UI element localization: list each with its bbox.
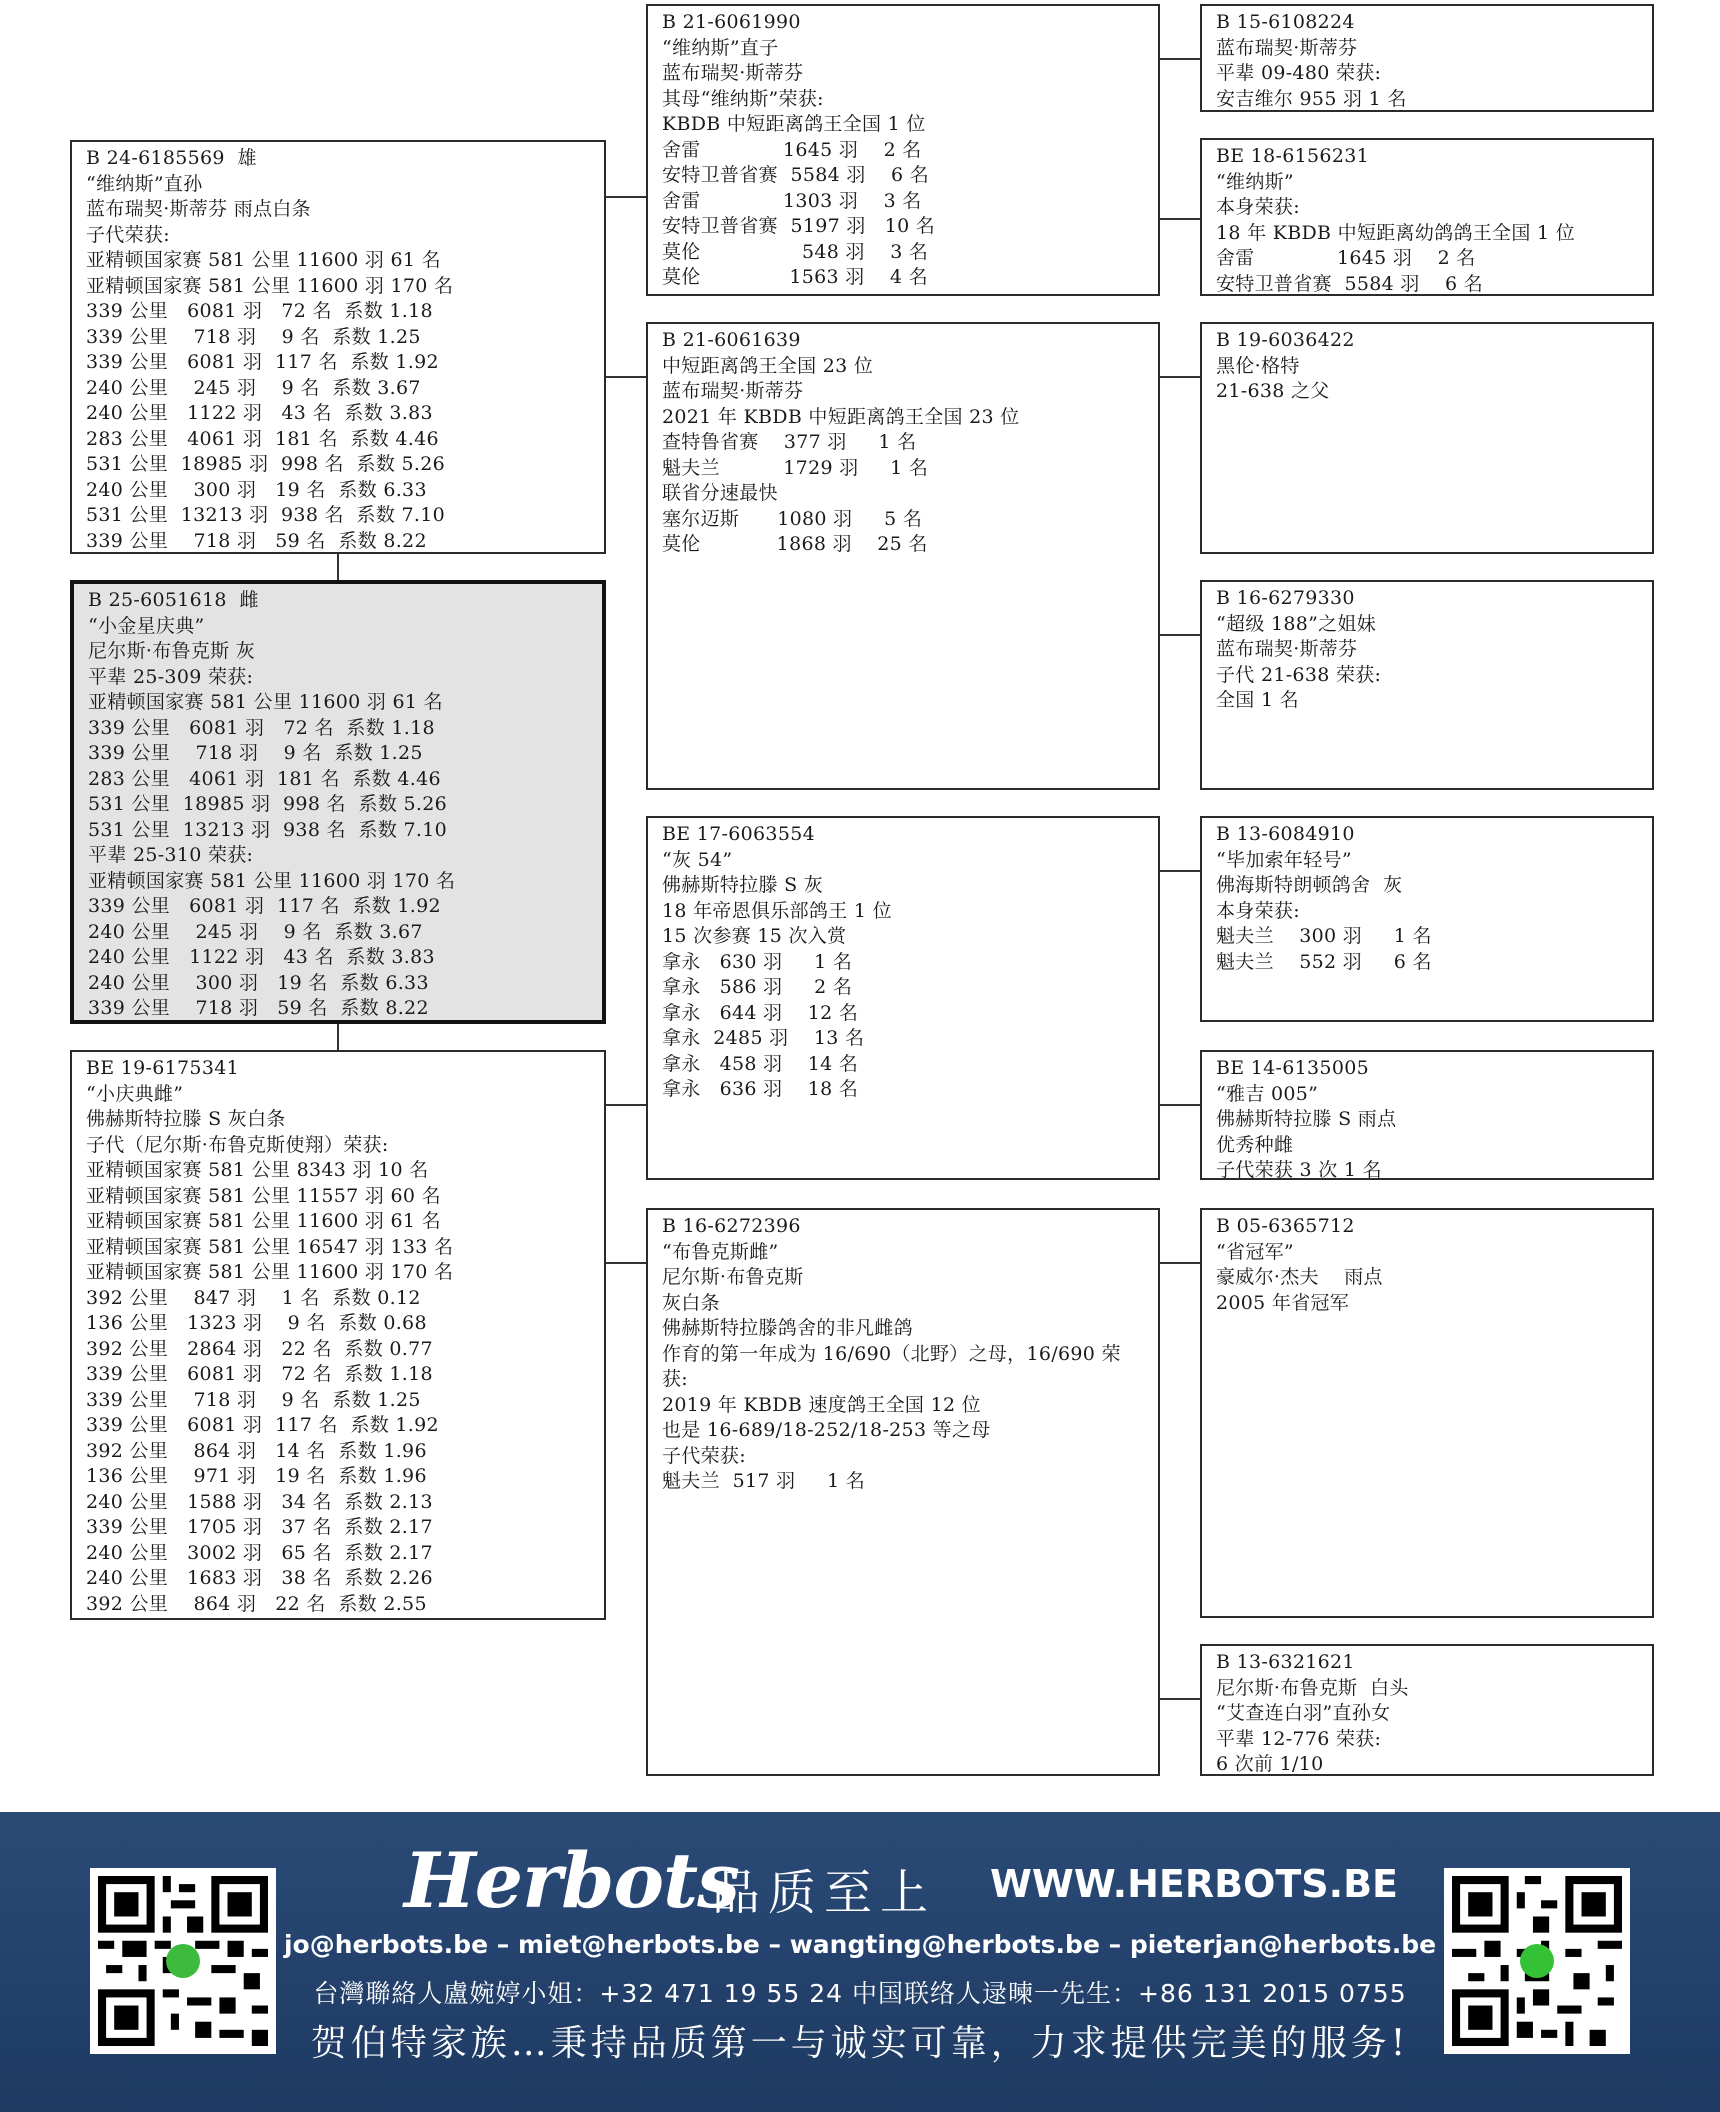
contact-phones: 台灣聯絡人盧婉婷小姐：+32 471 19 55 24 中国联络人逯暕一先生：+86 131 2015 0755	[313, 1979, 1407, 2008]
connector	[606, 1104, 646, 1106]
card-line: KBDB 中短距离鸽王全国 1 位	[662, 113, 926, 135]
card-line: 佛海斯特朗顿鸽舍 灰	[1216, 874, 1403, 896]
card-line: “灰 54”	[662, 848, 733, 871]
card-line: 子代荣获 3 次 1 名	[1216, 1159, 1382, 1180]
card-line: 亚精顿国家赛 581 公里 11600 羽 61 名	[86, 1210, 441, 1232]
card-line: 339 公里 718 羽 59 名 系数 8.22	[86, 529, 427, 552]
wechat-logo-icon	[1520, 1944, 1554, 1978]
card-line: 136 公里 971 羽 19 名 系数 1.96	[86, 1465, 427, 1487]
card-line: 240 公里 245 羽 9 名 系数 3.67	[86, 376, 421, 399]
card-line: 佛赫斯特拉滕 S 雨点	[1216, 1108, 1397, 1130]
card-line: 240 公里 1122 羽 43 名 系数 3.83	[88, 946, 435, 968]
card-line: 豪威尔·杰夫 雨点	[1216, 1266, 1383, 1288]
card-line: 亚精顿国家赛 581 公里 16547 羽 133 名	[86, 1235, 454, 1258]
card-line: 魁夫兰 300 羽 1 名	[1216, 925, 1432, 947]
card-line: 联省分速最快	[662, 482, 778, 504]
card-line: 蓝布瑞契·斯蒂芬	[1216, 638, 1358, 660]
card-line: 18 年帝恩俱乐部鸽王 1 位	[662, 899, 892, 922]
card-line: “小庆典雌”	[86, 1082, 184, 1105]
card-line: 240 公里 300 羽 19 名 系数 6.33	[86, 478, 427, 501]
ring-number: B 15-6108224	[1216, 11, 1355, 33]
card-line: 2019 年 KBDB 速度鸽王全国 12 位	[662, 1393, 981, 1416]
website-link[interactable]: WWW.HERBOTS.BE	[990, 1862, 1399, 1906]
connector	[1160, 634, 1200, 636]
card-line: 作育的第一年成为 16/690（北野）之母，16/690 荣	[662, 1342, 1121, 1365]
ring-number: B 16-6279330	[1216, 587, 1355, 609]
card-line: 优秀种雌	[1216, 1133, 1294, 1156]
card-line: 黑伦·格特	[1216, 354, 1300, 377]
card-line: “维纳斯”直子	[662, 36, 779, 59]
ring-number: B 19-6036422	[1216, 329, 1355, 351]
wechat-qr-code-icon[interactable]	[1444, 1868, 1630, 2054]
card-line: 339 公里 718 羽 9 名 系数 1.25	[86, 1388, 421, 1411]
connector	[337, 554, 339, 580]
card-line: 佛赫斯特拉滕 S 灰	[662, 874, 824, 896]
card-line: 531 公里 13213 羽 938 名 系数 7.10	[88, 818, 447, 841]
dam-dam-sire-card	[1200, 1208, 1654, 1618]
card-line: 蓝布瑞契·斯蒂芬 雨点白条	[86, 198, 311, 220]
connector	[1160, 218, 1200, 220]
card-line: 莫伦 548 羽 3 名	[662, 240, 929, 263]
email-addresses[interactable]: jo@herbots.be – miet@herbots.be – wangting@herbots.be – pieterjan@herbots.be	[283, 1930, 1437, 1959]
connector	[606, 196, 646, 198]
ring-number: BE 17-6063554	[662, 823, 815, 845]
card-line: 亚精顿国家赛 581 公里 11600 羽 61 名	[86, 249, 441, 271]
card-line: 佛赫斯特拉滕 S 灰白条	[86, 1108, 286, 1130]
card-line: 尼尔斯·布鲁克斯	[662, 1266, 804, 1288]
card-line: 拿永 458 羽 14 名	[662, 1052, 859, 1075]
card-line: “维纳斯”	[1216, 170, 1294, 193]
card-line: 平辈 25-310 荣获:	[88, 844, 254, 866]
card-line: 18 年 KBDB 中短距离幼鸽鸽王全国 1 位	[1216, 221, 1576, 244]
card-line: 240 公里 1588 羽 34 名 系数 2.13	[86, 1490, 433, 1513]
dam-dam-dam-card	[1200, 1644, 1654, 1776]
card-line: 531 公里 18985 羽 998 名 系数 5.26	[86, 453, 445, 475]
ring-number: BE 18-6156231	[1216, 145, 1369, 167]
card-line: 亚精顿国家赛 581 公里 11600 羽 170 名	[88, 869, 456, 892]
sire-dam-card	[646, 322, 1160, 790]
dam-sire-sire-card	[1200, 816, 1654, 1022]
card-line: 339 公里 6081 羽 72 名 系数 1.18	[86, 300, 433, 322]
card-line: 283 公里 4061 羽 181 名 系数 4.46	[86, 427, 439, 450]
connector	[606, 1262, 646, 1264]
card-line: 531 公里 13213 羽 938 名 系数 7.10	[86, 504, 445, 526]
card-line: 舍雷 1645 羽 2 名	[1216, 247, 1476, 269]
card-line: 平辈 09-480 荣获:	[1216, 62, 1382, 84]
card-line: 本身荣获:	[1216, 899, 1300, 922]
card-line: 魁夫兰 1729 羽 1 名	[662, 456, 929, 479]
ring-number: B 25-6051618 雌	[88, 589, 259, 611]
card-line: 也是 16-689/18-252/18-253 等之母	[662, 1419, 991, 1441]
card-line: 136 公里 1323 羽 9 名 系数 0.68	[86, 1312, 427, 1334]
card-line: 339 公里 718 羽 59 名 系数 8.22	[88, 997, 429, 1019]
card-line: “小金星庆典”	[88, 614, 205, 637]
card-line: 339 公里 718 羽 9 名 系数 1.25	[88, 742, 423, 764]
card-line: 莫伦 1868 羽 25 名	[662, 533, 928, 555]
card-line: 亚精顿国家赛 581 公里 8343 羽 10 名	[86, 1159, 429, 1181]
card-line: 339 公里 718 羽 9 名 系数 1.25	[86, 325, 421, 348]
card-line: 283 公里 4061 羽 181 名 系数 4.46	[88, 767, 441, 790]
card-line: 531 公里 18985 羽 998 名 系数 5.26	[88, 793, 447, 815]
card-line: 蓝布瑞契·斯蒂芬	[662, 62, 804, 84]
card-line: 子代（尼尔斯·布鲁克斯使翔）荣获:	[86, 1133, 389, 1156]
ring-number: B 21-6061990	[662, 11, 801, 33]
card-line: 339 公里 6081 羽 72 名 系数 1.18	[86, 1363, 433, 1385]
card-line: 平辈 25-309 荣获:	[88, 665, 254, 688]
card-line: 240 公里 3002 羽 65 名 系数 2.17	[86, 1541, 433, 1564]
dam-sire-dam-card	[1200, 1050, 1654, 1180]
card-line: 舍雷 1303 羽 3 名	[662, 189, 922, 212]
card-line: 亚精顿国家赛 581 公里 11600 羽 170 名	[86, 1261, 454, 1283]
card-line: 339 公里 6081 羽 117 名 系数 1.92	[86, 1414, 439, 1436]
card-line: 339 公里 6081 羽 117 名 系数 1.92	[88, 895, 441, 917]
card-line: 339 公里 6081 羽 117 名 系数 1.92	[86, 351, 439, 373]
dam-card	[70, 1050, 606, 1620]
connector	[1160, 1698, 1200, 1700]
card-line: “省冠军”	[1216, 1240, 1294, 1263]
slogan: 品质至上	[712, 1865, 937, 1921]
card-line: 392 公里 864 羽 14 名 系数 1.96	[86, 1439, 427, 1462]
ring-number: B 13-6084910	[1216, 823, 1355, 845]
card-line: 392 公里 847 羽 1 名 系数 0.12	[86, 1286, 421, 1309]
tagline: 贺伯特家族…秉持品质第一与诚实可靠，力求提供完美的服务!	[310, 2023, 1410, 2064]
card-line: 339 公里 6081 羽 72 名 系数 1.18	[88, 716, 435, 739]
card-line: 亚精顿国家赛 581 公里 11600 羽 170 名	[86, 274, 454, 297]
footer-banner	[0, 1812, 1720, 2112]
sire-sire-card	[646, 4, 1160, 296]
card-line: 亚精顿国家赛 581 公里 11600 羽 61 名	[88, 691, 443, 713]
card-line: 蓝布瑞契·斯蒂芬	[1216, 36, 1358, 59]
card-line: 6 次前 1/10	[1216, 1753, 1324, 1775]
dam-dam-card	[646, 1208, 1160, 1776]
card-line: 魁夫兰 517 羽 1 名	[662, 1470, 866, 1492]
card-line: 子代荣获:	[86, 223, 170, 246]
card-line: 240 公里 300 羽 19 名 系数 6.33	[88, 971, 429, 994]
card-line: 亚精顿国家赛 581 公里 11557 羽 60 名	[86, 1184, 441, 1207]
sire-sire-dam-card	[1200, 138, 1654, 296]
card-line: 拿永 630 羽 1 名	[662, 950, 853, 973]
ring-number: BE 19-6175341	[86, 1057, 239, 1079]
herbots-logo: Herbots	[404, 1836, 739, 1925]
connector	[337, 1024, 339, 1050]
card-line: 安特卫普省赛 5197 羽 10 名	[662, 215, 936, 237]
card-line: “毕加索年轻号”	[1216, 848, 1352, 871]
card-line: 佛赫斯特拉滕鸽舍的非凡雌鸽	[662, 1317, 913, 1339]
sire-sire-sire-card	[1200, 4, 1654, 112]
card-line: 舍雷 1645 羽 2 名	[662, 138, 922, 161]
card-line: 其母“维纳斯”荣获:	[662, 87, 824, 110]
card-line: 392 公里 2864 羽 22 名 系数 0.77	[86, 1337, 433, 1360]
card-line: 拿永 586 羽 2 名	[662, 976, 853, 998]
card-line: 15 次参赛 15 次入赏	[662, 925, 847, 947]
card-line: 魁夫兰 552 羽 6 名	[1216, 950, 1432, 973]
card-line: 安特卫普省赛 5584 羽 6 名	[1216, 272, 1484, 295]
connector	[1160, 376, 1200, 378]
sire-dam-sire-card	[1200, 322, 1654, 554]
card-line: 21-638 之父	[1216, 380, 1330, 402]
ring-number: B 24-6185569 雄	[86, 147, 257, 169]
card-line: 塞尔迈斯 1080 羽 5 名	[662, 507, 923, 530]
card-line: 339 公里 1705 羽 37 名 系数 2.17	[86, 1516, 433, 1538]
sire-card	[70, 140, 606, 554]
card-line: 2005 年省冠军	[1216, 1291, 1350, 1314]
card-line: 安吉维尔 955 羽 1 名	[1216, 87, 1407, 110]
card-line: “布鲁克斯雌”	[662, 1240, 779, 1263]
ring-number: B 13-6321621	[1216, 1651, 1355, 1673]
card-line: 240 公里 1122 羽 43 名 系数 3.83	[86, 402, 433, 424]
card-line: 莫伦 1563 羽 4 名	[662, 266, 928, 288]
card-line: 240 公里 245 羽 9 名 系数 3.67	[88, 920, 423, 943]
dam-sire-card	[646, 816, 1160, 1180]
card-line: 中短距离鸽王全国 23 位	[662, 354, 874, 377]
connector	[1160, 58, 1200, 60]
card-line: 240 公里 1683 羽 38 名 系数 2.26	[86, 1567, 433, 1589]
card-line: 尼尔斯·布鲁克斯 白头	[1216, 1676, 1409, 1699]
card-line: 子代荣获:	[662, 1444, 746, 1467]
card-line: 蓝布瑞契·斯蒂芬	[662, 380, 804, 402]
card-line: 拿永 636 羽 18 名	[662, 1078, 859, 1100]
connector	[1160, 1262, 1200, 1264]
ring-number: B 16-6272396	[662, 1215, 801, 1237]
card-line: 灰白条	[662, 1291, 720, 1314]
card-line: 平辈 12-776 荣获:	[1216, 1727, 1382, 1750]
card-line: 尼尔斯·布鲁克斯 灰	[88, 640, 256, 662]
ring-number: BE 14-6135005	[1216, 1057, 1369, 1079]
connector	[1160, 870, 1200, 872]
ring-number: B 21-6061639	[662, 329, 801, 351]
card-line: “超级 188”之姐妹	[1216, 612, 1377, 635]
card-line: 拿永 644 羽 12 名	[662, 1001, 859, 1024]
card-line: 本身荣获:	[1216, 196, 1300, 218]
card-line: 392 公里 864 羽 22 名 系数 2.55	[86, 1592, 427, 1615]
card-line: “雅吉 005”	[1216, 1082, 1319, 1105]
card-line: “维纳斯”直孙	[86, 172, 203, 195]
sire-dam-dam-card	[1200, 580, 1654, 790]
card-line: 安特卫普省赛 5584 羽 6 名	[662, 164, 930, 186]
subject-pigeon-card	[70, 580, 606, 1024]
card-line: 子代 21-638 荣获:	[1216, 663, 1382, 686]
connector	[1160, 1104, 1200, 1106]
card-line: 全国 1 名	[1216, 689, 1299, 711]
connector	[606, 376, 646, 378]
card-line: 查特鲁省赛 377 羽 1 名	[662, 431, 917, 453]
card-line: 拿永 2485 羽 13 名	[662, 1027, 865, 1049]
card-line: 获:	[662, 1368, 689, 1390]
card-line: “艾查连白羽”直孙女	[1216, 1702, 1391, 1724]
ring-number: B 05-6365712	[1216, 1215, 1355, 1237]
card-line: 2021 年 KBDB 中短距离鸽王全国 23 位	[662, 405, 1020, 428]
